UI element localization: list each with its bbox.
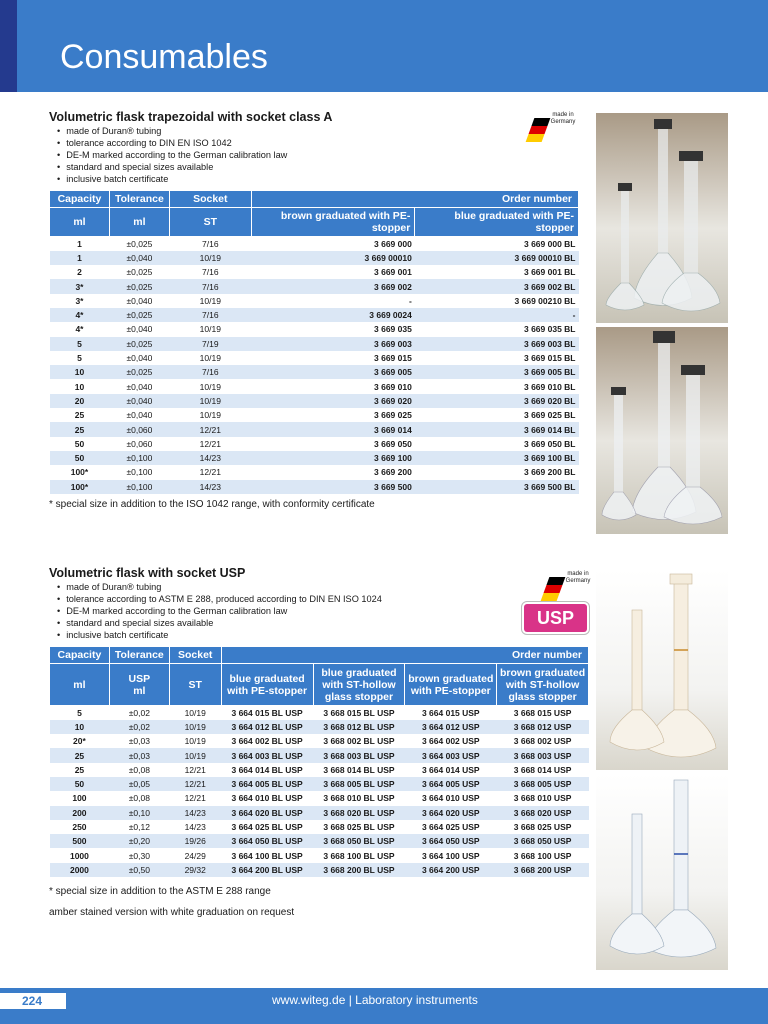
table-cell: 10/19 [169, 720, 221, 734]
table-cell: 50 [50, 777, 110, 791]
table-cell: 7/16 [202, 267, 219, 278]
table-cell: 100* [70, 467, 89, 478]
table-cell: ±0,040 [109, 251, 169, 265]
table-cell: 3 669 001 [374, 267, 412, 278]
col-socket: Socket [169, 191, 251, 208]
flask-photo-1 [596, 113, 728, 323]
table-cell: 25 [74, 410, 85, 421]
col-brown-graduated: brown graduated with PE-stopper [251, 208, 415, 237]
table-cell: 3 664 050 BL USP [221, 834, 313, 848]
table-cell: ±0,060 [126, 438, 153, 449]
table-cell: 3 668 014 USP [513, 764, 572, 775]
table-cell: 10/19 [169, 394, 251, 408]
col-brown-pe: brown graduated with PE-stopper [405, 664, 497, 706]
table-cell: ±0,060 [109, 422, 169, 436]
table-cell: 1 [50, 251, 110, 265]
table-cell: ±0,025 [109, 279, 169, 293]
table-cell: 3* [75, 295, 84, 306]
col-blue-graduated: blue graduated with PE-stopper [415, 208, 579, 237]
table-cell: 19/26 [169, 834, 221, 848]
table-cell: 1000 [69, 850, 89, 861]
table-cell: 3 669 015 BL [523, 353, 576, 364]
table-row [50, 451, 579, 465]
bullet-item: • made of Duran® tubing [57, 125, 287, 137]
flask-photo-4 [596, 774, 728, 970]
table-cell: 10/19 [199, 381, 221, 392]
table-cell: ±0,10 [109, 806, 169, 820]
table-cell: 12/21 [184, 793, 206, 804]
table-row [50, 394, 579, 408]
table-cell: 3 669 200 BL [523, 467, 576, 478]
table-cell: 3 669 500 BL [415, 480, 579, 494]
made-in-germany-logo-2: made in Germany [545, 571, 600, 601]
table-cell: 3 669 000 BL [523, 238, 576, 249]
bullet-item: • made of Duran® tubing [57, 581, 382, 593]
table-cell: ±0,08 [128, 764, 150, 775]
table-cell: 50 [74, 438, 85, 449]
table-row [50, 294, 579, 308]
col-blue-pe: blue graduated with PE-stopper [221, 664, 313, 706]
table-row [50, 322, 579, 336]
table-cell: 14/23 [169, 480, 251, 494]
col-capacity: Capacity [50, 191, 110, 208]
table-cell: 2 [77, 267, 82, 278]
table-cell: - [415, 308, 579, 322]
table-cell: 12/21 [169, 777, 221, 791]
table-cell: 3 669 035 [374, 324, 412, 335]
table-cell: ±0,100 [109, 480, 169, 494]
table-cell: ±0,03 [109, 748, 169, 762]
table-cell: 3 669 00010 BL [415, 251, 579, 265]
table-cell: 3 669 00010 [251, 251, 415, 265]
table-row [50, 763, 589, 777]
table-cell: 500 [50, 834, 110, 848]
header-accent-tab [0, 0, 17, 92]
table-cell: 12/21 [169, 422, 251, 436]
table-cell: ±0,100 [109, 451, 169, 465]
table-cell: 3 664 050 USP [405, 834, 497, 848]
section1-bullets [57, 125, 287, 185]
table-cell: 3 668 012 BL USP [313, 720, 405, 734]
table-row [50, 337, 579, 351]
table-cell: 10/19 [199, 353, 221, 364]
table-cell: 3 668 020 USP [497, 806, 589, 820]
table-cell: 3 669 100 [251, 451, 415, 465]
table-cell: 25 [50, 748, 110, 762]
table-cell: 25 [50, 422, 110, 436]
table-cell: 3 669 002 [251, 279, 415, 293]
page-number: 224 [0, 993, 66, 1009]
table-cell: 3 664 200 USP [405, 863, 497, 877]
table-cell: 3 669 020 BL [415, 394, 579, 408]
col-order-number: Order number [221, 647, 588, 664]
table-cell: 3 668 025 BL USP [323, 822, 395, 833]
bullet-item: • DE-M marked according to the German calibration law [57, 605, 382, 617]
table-row [50, 480, 579, 494]
bullet-item: • tolerance according to ASTM E 288, produced according to DIN EN ISO 1024 [57, 593, 382, 605]
german-flag-icon [541, 577, 566, 601]
table-cell: 4* [50, 308, 110, 322]
table-cell: 3 669 001 BL [523, 267, 576, 278]
table-cell: 25 [74, 764, 85, 775]
table-row [50, 465, 579, 479]
table-cell: 3* [50, 279, 110, 293]
table-cell: ±0,12 [128, 822, 150, 833]
table-cell: ±0,50 [109, 863, 169, 877]
table-cell: 3 664 002 USP [421, 736, 480, 747]
table-cell: 14/23 [169, 806, 221, 820]
table-cell: 200 [50, 806, 110, 820]
col-capacity: Capacity [50, 647, 110, 664]
page-title: Consumables [60, 38, 268, 76]
table-cell: ±0,040 [126, 410, 153, 421]
table-cell: 3 668 014 BL USP [323, 764, 395, 775]
table-cell: 3 669 003 BL [415, 337, 579, 351]
section1-title: Volumetric flask trapezoidal with socket class A [49, 110, 333, 124]
footer-text: www.witeg.de | Laboratory instruments [272, 993, 478, 1007]
table-row [50, 720, 589, 734]
table-cell: 3 668 050 BL USP [313, 834, 405, 848]
table-cell: 3 664 012 BL USP [221, 720, 313, 734]
usp-badge: USP [524, 604, 587, 632]
table-cell: ±0,040 [126, 353, 153, 364]
table-cell: 12/21 [199, 467, 221, 478]
table-cell: 10/19 [199, 295, 221, 306]
table-cell: 3 668 010 BL USP [323, 793, 395, 804]
bullet-item: • inclusive batch certificate [57, 629, 382, 641]
table-row [50, 251, 579, 265]
col-socket: Socket [169, 647, 221, 664]
bullet-item: • DE-M marked according to the German calibration law [57, 149, 287, 161]
table-cell: ±0,20 [109, 834, 169, 848]
table-cell: 3 668 005 USP [497, 777, 589, 791]
col-tolerance: Tolerance [109, 191, 169, 208]
table-cell: 3 669 100 BL [415, 451, 579, 465]
col-blue-st: blue graduated with ST-hollow glass stopper [313, 664, 405, 706]
table-cell: 7/16 [169, 308, 251, 322]
page-header [0, 0, 768, 92]
german-flag-icon [526, 118, 551, 142]
table-row [50, 734, 589, 748]
flask-photo-3 [596, 570, 728, 770]
table-cell: 24/29 [184, 850, 206, 861]
table-row [50, 848, 589, 862]
table-cell: ±0,025 [126, 267, 153, 278]
table-cell: 3 668 015 BL USP [323, 707, 395, 718]
col-brown-st: brown graduated with ST-hollow glass stopper [497, 664, 589, 706]
table-cell: ±0,025 [126, 238, 153, 249]
table-cell: 3 669 005 [251, 365, 415, 379]
table-cell: ±0,03 [128, 736, 150, 747]
table-cell: 3 664 100 BL USP [231, 850, 303, 861]
table-cell: ±0,025 [109, 337, 169, 351]
table-cell: 1 [77, 238, 82, 249]
bullet-item: • standard and special sizes available [57, 161, 287, 173]
table-cell: 3 664 020 BL USP [221, 806, 313, 820]
table-cell: 20 [50, 394, 110, 408]
flask-photo-2 [596, 327, 728, 534]
table-cell: 10 [50, 365, 110, 379]
table-row [50, 408, 579, 422]
table-cell: 5 [77, 353, 82, 364]
table-cell: 3 668 015 USP [513, 707, 572, 718]
table-row [50, 834, 589, 848]
bullet-item: • inclusive batch certificate [57, 173, 287, 185]
section2-table [49, 646, 589, 877]
table-cell: 3 664 014 BL USP [231, 764, 303, 775]
bullet-item: • standard and special sizes available [57, 617, 382, 629]
table-cell: ±0,02 [128, 707, 150, 718]
section1-note: * special size in addition to the ISO 1042 range, with conformity certificate [49, 499, 375, 510]
table-cell: 3 664 014 USP [421, 764, 480, 775]
table-cell: 7/16 [169, 279, 251, 293]
table-row [50, 279, 579, 293]
table-cell: 4* [75, 324, 84, 335]
col-ml: ml [50, 664, 110, 706]
table-cell: 3 669 035 BL [523, 324, 576, 335]
table-cell: 3 668 100 USP [513, 850, 572, 861]
table-cell: 3 669 010 BL [523, 381, 576, 392]
table-row [50, 422, 579, 436]
table-cell: 3 668 005 BL USP [313, 777, 405, 791]
table-cell: 3 664 003 USP [405, 748, 497, 762]
table-cell: 10/19 [199, 410, 221, 421]
table-cell: ±0,040 [126, 381, 153, 392]
table-cell: 10 [50, 720, 110, 734]
table-cell: 3 668 003 USP [497, 748, 589, 762]
table-cell: 3 664 200 BL USP [221, 863, 313, 877]
col-st: ST [169, 208, 251, 237]
table-cell: 3 668 200 BL USP [313, 863, 405, 877]
table-cell: 3 664 010 BL USP [231, 793, 303, 804]
table-cell: 10/19 [199, 324, 221, 335]
table-cell: 3 664 015 BL USP [231, 707, 303, 718]
table-cell: 3 664 012 USP [405, 720, 497, 734]
table-row [50, 265, 579, 279]
table-cell: 3 669 005 BL [415, 365, 579, 379]
col-order-number: Order number [251, 191, 578, 208]
table-cell: 250 [72, 822, 87, 833]
table-cell: 12/21 [199, 438, 221, 449]
table-cell: 3 669 015 [374, 353, 412, 364]
table-cell: 3 669 002 BL [415, 279, 579, 293]
table-cell: 10/19 [184, 736, 206, 747]
page-footer [0, 988, 768, 1024]
table-cell: 5 [50, 337, 110, 351]
section2-title: Volumetric flask with socket USP [49, 566, 246, 580]
table-cell: ±0,08 [128, 793, 150, 804]
table-cell: 3 668 100 BL USP [323, 850, 395, 861]
table-cell: 12/21 [184, 764, 206, 775]
table-cell: 3 669 500 [251, 480, 415, 494]
table-cell: 3 664 005 USP [405, 777, 497, 791]
table-cell: 7/16 [202, 238, 219, 249]
table-cell: 3 669 025 [374, 410, 412, 421]
table-row [50, 820, 589, 834]
table-cell: 3 668 002 BL USP [323, 736, 395, 747]
table-row [50, 863, 589, 877]
col-ml: ml [50, 208, 110, 237]
section2-note2: amber stained version with white graduation on request [49, 907, 295, 918]
table-cell: 3 669 014 BL [415, 422, 579, 436]
table-cell: 3 669 010 [374, 381, 412, 392]
table-cell: 7/16 [169, 365, 251, 379]
table-cell: ±0,040 [126, 295, 153, 306]
table-cell: 3 664 005 BL USP [221, 777, 313, 791]
table-row [50, 791, 589, 805]
table-cell: 3 664 025 USP [421, 822, 480, 833]
table-cell: 20* [73, 736, 86, 747]
table-row [50, 706, 589, 720]
table-cell: 7/19 [169, 337, 251, 351]
table-cell: ±0,025 [109, 308, 169, 322]
table-cell: 14/23 [184, 822, 206, 833]
table-cell: 3 668 003 BL USP [313, 748, 405, 762]
table-row [50, 437, 579, 451]
table-row [50, 351, 579, 365]
table-row [50, 806, 589, 820]
table-cell: 3 668 050 USP [497, 834, 589, 848]
table-cell: ±0,30 [128, 850, 150, 861]
table-cell: 3 669 000 [374, 238, 412, 249]
table-cell: 100 [72, 793, 87, 804]
table-cell: 3 669 003 [251, 337, 415, 351]
col-tolerance: Tolerance [109, 647, 169, 664]
table-row [50, 365, 579, 379]
table-cell: 3 664 002 BL USP [231, 736, 303, 747]
table-cell: 10 [74, 381, 85, 392]
table-cell: 3 668 012 USP [497, 720, 589, 734]
table-cell: 100* [50, 480, 110, 494]
table-row [50, 748, 589, 762]
table-cell: 3 668 025 USP [513, 822, 572, 833]
table-cell: - [408, 295, 412, 306]
table-cell: ±0,100 [126, 467, 153, 478]
table-cell: ±0,040 [126, 324, 153, 335]
table-cell: 50 [50, 451, 110, 465]
col-st: ST [169, 664, 221, 706]
bullet-item: • tolerance according to DIN EN ISO 1042 [57, 137, 287, 149]
table-cell: 3 669 00210 BL [514, 295, 576, 306]
table-row [50, 379, 579, 393]
table-cell: ±0,02 [109, 720, 169, 734]
table-cell: ±0,040 [109, 394, 169, 408]
table-cell: 5 [77, 707, 82, 718]
table-cell: ±0,05 [109, 777, 169, 791]
table-cell: 10/19 [184, 707, 206, 718]
col-usp-ml: USP ml [109, 664, 169, 706]
table-cell: 3 668 010 USP [513, 793, 572, 804]
table-cell: 3 664 003 BL USP [221, 748, 313, 762]
table-cell: 3 668 002 USP [513, 736, 572, 747]
table-cell: 2000 [50, 863, 110, 877]
table-cell: 10/19 [169, 251, 251, 265]
table-cell: 3 664 020 USP [405, 806, 497, 820]
table-row [50, 777, 589, 791]
table-cell: 3 664 015 USP [421, 707, 480, 718]
table-row [50, 308, 579, 322]
table-cell: 29/32 [169, 863, 221, 877]
section2-bullets [57, 581, 382, 641]
table-cell: 3 664 010 USP [421, 793, 480, 804]
table-cell: ±0,025 [109, 365, 169, 379]
section2-note: * special size in addition to the ASTM E 288 range [49, 886, 271, 897]
table-cell: 3 669 200 [374, 467, 412, 478]
table-cell: 14/23 [169, 451, 251, 465]
table-cell: 3 664 100 USP [421, 850, 480, 861]
table-cell: 10/19 [169, 748, 221, 762]
table-cell: 3 669 050 BL [523, 438, 576, 449]
table-cell: 3 669 020 [251, 394, 415, 408]
table-cell: 3 669 025 BL [523, 410, 576, 421]
table-row [50, 237, 579, 251]
section1-table [49, 190, 579, 494]
table-cell: 3 669 014 [251, 422, 415, 436]
table-cell: 3 664 025 BL USP [231, 822, 303, 833]
table-cell: 3 669 0024 [251, 308, 415, 322]
table-cell: 3 669 050 [374, 438, 412, 449]
table-cell: 3 668 200 USP [497, 863, 589, 877]
table-cell: 3 668 020 BL USP [313, 806, 405, 820]
made-in-germany-logo: made in Germany [530, 112, 585, 142]
col-tolerance-ml: ml [109, 208, 169, 237]
